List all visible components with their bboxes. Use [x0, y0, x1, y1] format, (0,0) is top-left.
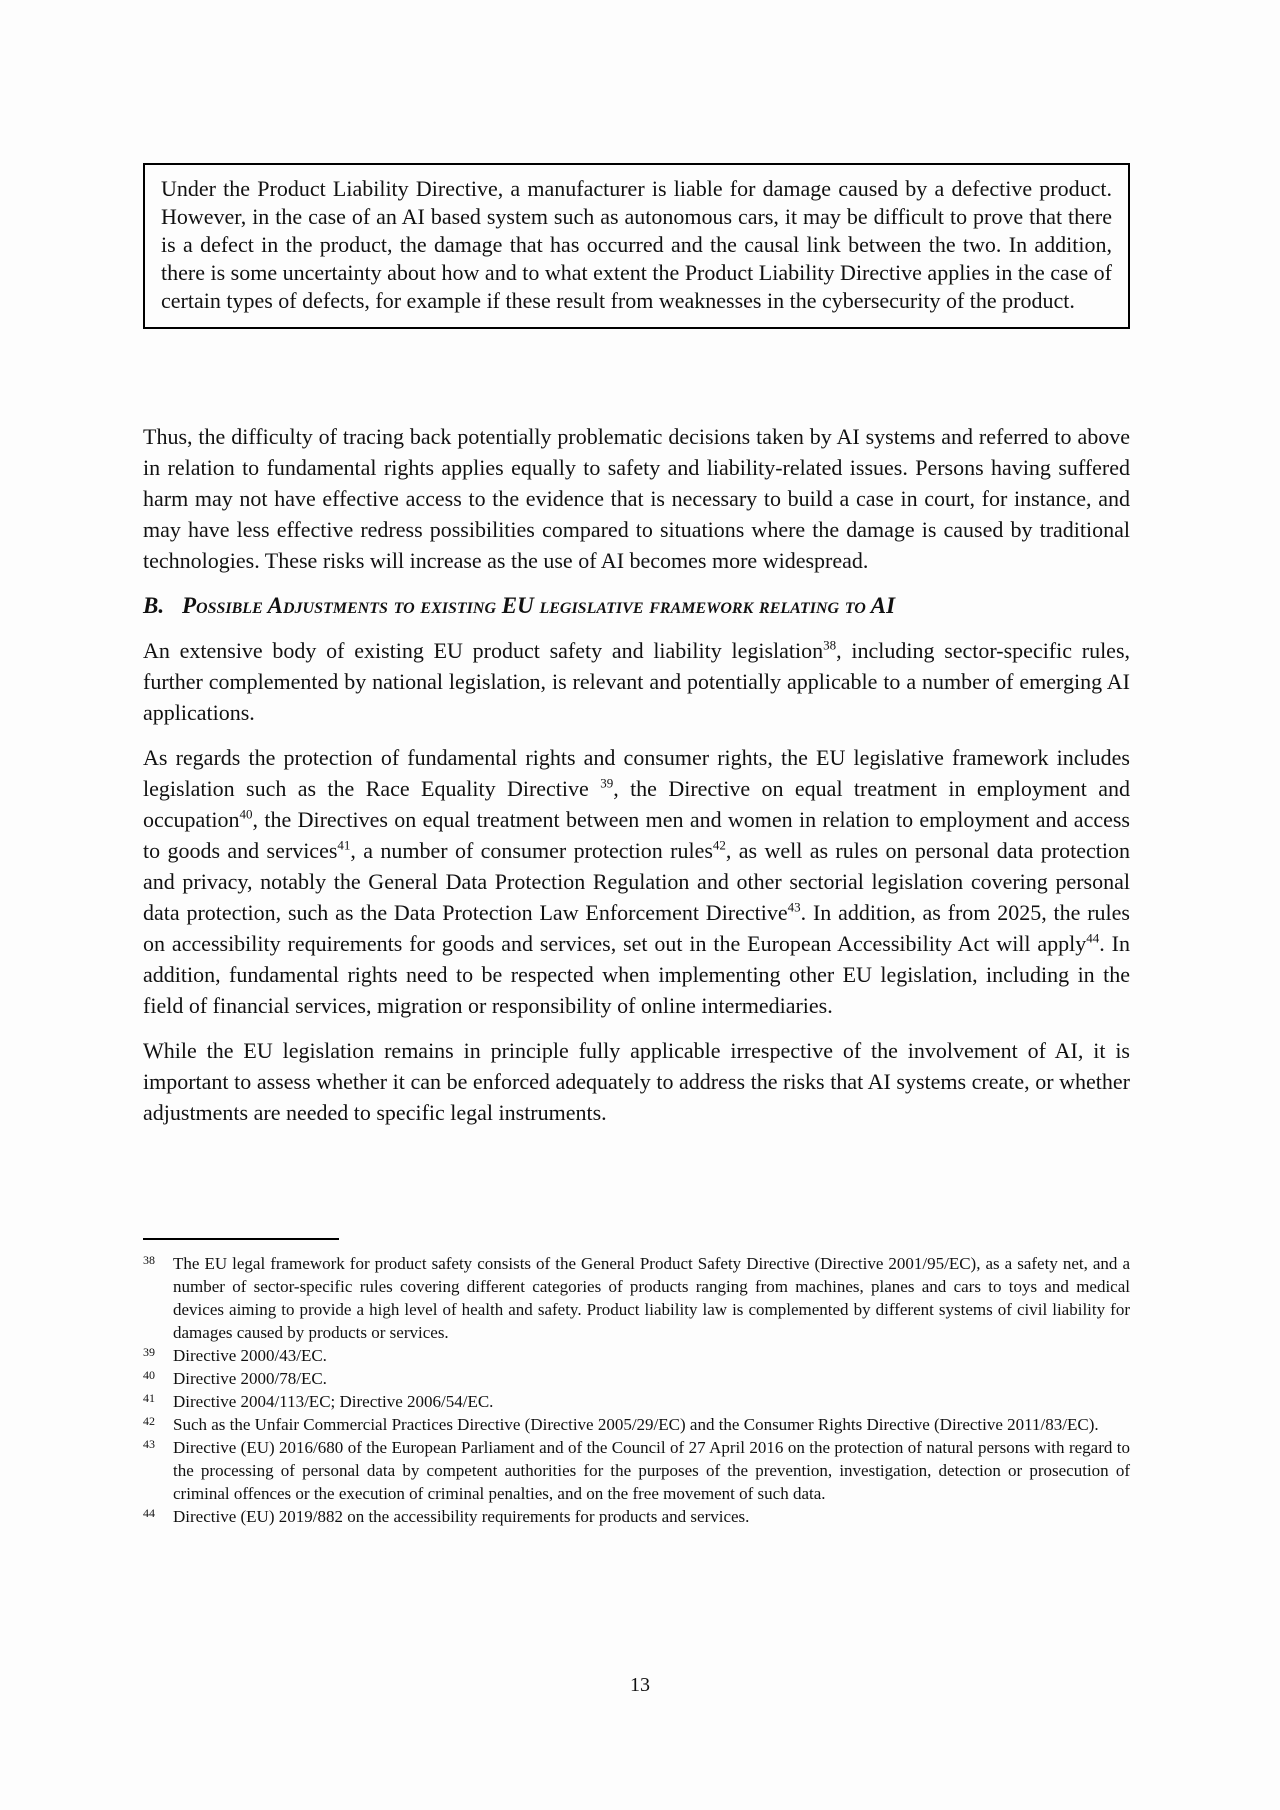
footnote-item — [143, 1436, 1130, 1505]
footnote-ref: 39 — [600, 775, 614, 791]
footnote-separator-rule — [143, 1238, 339, 1240]
paragraph-while-eu-legislation: While the EU legislation remains in principle fully applicable irrespective of the involvement of AI, it is important to assess whether it can be enforced adequately to address the risks that AI systems create, or whether adjustments are needed to specific legal instruments. — [143, 1038, 1130, 1125]
footnote-item — [143, 1390, 1130, 1413]
section-heading-title: Possible Adjustments to existing EU legislative framework relating to AI — [182, 593, 896, 618]
footnote-item — [143, 1413, 1130, 1436]
paragraph-extensive-body: An extensive body of existing EU product safety and liability legislation$^{38}$, including sector-specific rules, further complemented by national legislation, is relevant and potentially applicable to a number of emerging AI applications. — [143, 637, 1131, 725]
paragraph-as-regards-rights: As regards the protection of fundamental rights and consumer rights, the EU legislative framework includes legislation such as the Race Equality Directive $^{39}$, the Directive on equal treatment in employment and occupation$^{40}$, the Directives on equal treatment between men and women in relation to employment and access to goods and services$^{41}$, a number of consumer protection rules$^{42}$, as well as rules on personal data protection and privacy, notably the General Data Protection Regulation and other sectorial legislation covering personal data protection, such as the Data Protection Law Enforcement Directive$^{43}$. In addition, as from 2025, the rules on accessibility requirements for goods and services, set out in the European Accessibility Act will apply$^{44}$. In addition, fundamental rights need to be respected when implementing other EU legislation, including in the field of financial services, migration or responsibility of online intermediaries. — [143, 745, 1131, 1018]
footnote-text: Directive 2000/78/EC. — [173, 1369, 327, 1388]
section-heading-letter: B. — [143, 593, 165, 618]
footnote-number: 42 — [143, 1414, 155, 1428]
footnote-ref: 44 — [1086, 930, 1100, 946]
footnote-number: 44 — [143, 1506, 155, 1520]
footnote-text: Directive (EU) 2016/680 of the European Parliament and of the Council of 27 April 2016 on the protection of natural persons with regard to the processing of personal data by competent authorities for the purposes of the prevention, investigation, detection or prosecution of criminal offences or the execution of criminal penalties, and on the free movement of such data. — [173, 1438, 1130, 1503]
footnote-item — [143, 1367, 1130, 1390]
footnote-item — [143, 1505, 1130, 1528]
footnote-ref: 43 — [787, 899, 801, 915]
footnote-ref: 40 — [239, 806, 253, 822]
footnote-ref: 41 — [337, 837, 351, 853]
product-liability-callout-box: Under the Product Liability Directive, a manufacturer is liable for damage caused by a defective product. However, in the case of an AI based system such as autonomous cars, it may be difficult to prove that there is a defect in the product, the damage that has occurred and the causal link between the two. In addition, there is some uncertainty about how and to what extent the Product Liability Directive applies in the case of certain types of defects, for example if these result from weaknesses in the cybersecurity of the product. — [143, 163, 1130, 329]
footnote-number: 41 — [143, 1391, 155, 1405]
footnote-ref: 38 — [823, 637, 837, 653]
footnote-text: Directive 2000/43/EC. — [173, 1346, 327, 1365]
section-heading-b — [143, 590, 1130, 621]
footnote-text: Directive 2004/113/EC; Directive 2006/54/EC. — [173, 1392, 494, 1411]
footnote-number: 43 — [143, 1437, 155, 1451]
footnote-item — [143, 1252, 1130, 1344]
footnote-text: Directive (EU) 2019/882 on the accessibility requirements for products and services. — [173, 1507, 750, 1526]
footnote-number: 39 — [143, 1345, 155, 1359]
footnote-number: 38 — [143, 1253, 155, 1267]
footnote-item — [143, 1344, 1130, 1367]
footnote-block — [143, 1252, 1130, 1528]
paragraph-thus-difficulty: Thus, the difficulty of tracing back potentially problematic decisions taken by AI systems and referred to above in relation to fundamental rights applies equally to safety and liability-related issues. Persons having suffered harm may not have effective access to the evidence that is necessary to build a case in court, for instance, and may have less effective redress possibilities compared to situations where the damage is caused by traditional technologies. These risks will increase as the use of AI becomes more widespread. — [143, 424, 1130, 573]
footnote-ref: 42 — [712, 837, 726, 853]
page-number: 13 — [630, 1674, 650, 1696]
footnote-text: The EU legal framework for product safety consists of the General Product Safety Directive (Directive 2001/95/EC), as a safety net, and a number of sector-specific rules covering different categories of products ranging from machines, planes and cars to toys and medical devices aiming to provide a high level of health and safety. Product liability law is complemented by different systems of civil liability for damages caused by products or services. — [173, 1254, 1130, 1342]
footnote-text: Such as the Unfair Commercial Practices Directive (Directive 2005/29/EC) and the Consumer Rights Directive (Directive 2011/83/EC). — [173, 1415, 1099, 1434]
footnote-number: 40 — [143, 1368, 155, 1382]
